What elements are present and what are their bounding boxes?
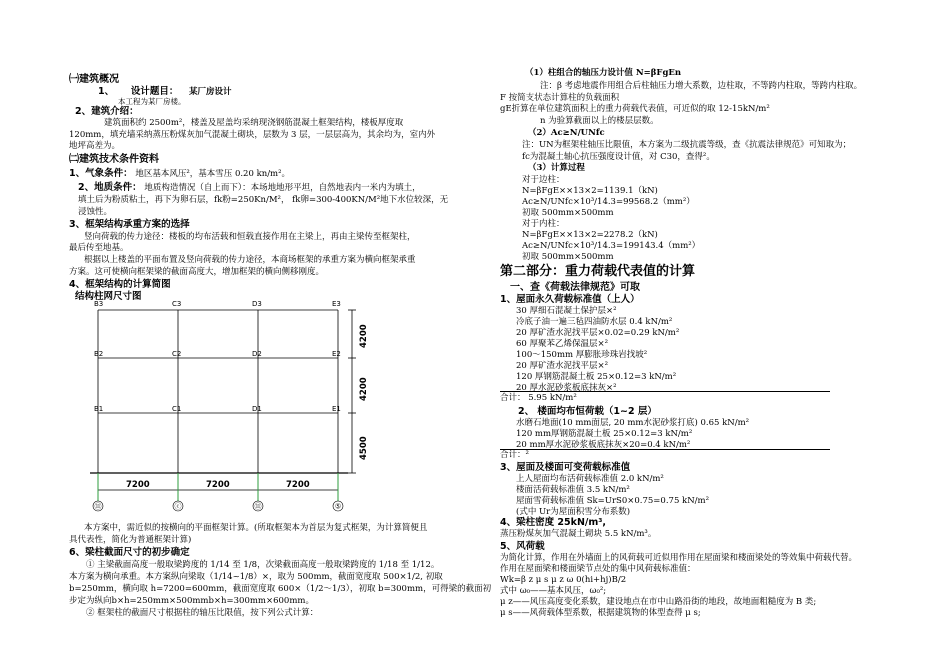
paragraph-line: b=250mm，横向取 h=7200=600mm，截面宽度取 600×（1/2～1/3），初取 b=300mm，可得梁的截面初 — [69, 584, 492, 594]
load-row: 屋面雪荷载标准值 Sk=UrS0×0.75=0.75 kN/m² — [516, 496, 709, 506]
load-row: 20 厚矿渣水泥找平层×² — [516, 361, 609, 371]
node-label: C2 — [172, 350, 182, 358]
wind-formula: Wk=β z μ s μ z ω 0(hi+hj)B/2 — [500, 575, 627, 585]
paragraph-line: 填土后为粉质粘土，再下为卵石层，fk粉=250Kn/M²， fk卵=300-400KN/M²地下水位较深，无 — [78, 195, 449, 205]
section-heading-building-overview: ㈠建筑概况 — [69, 74, 119, 85]
node-label: C3 — [172, 300, 182, 308]
paragraph-line: 步定为纵向b×h=250mm×500mmb×h=300mm×600mm。 — [69, 596, 314, 606]
paragraph-line: fc为混凝土轴心抗压强度设计值，对 C30，查得²。 — [522, 152, 715, 162]
paragraph-line: 本方案为横向承重。本方案纵向梁取（1/14~1/8）×，取为 500mm，截面宽度取 500×1/2, 初取 — [69, 572, 443, 582]
column-grid-diagram — [80, 298, 400, 518]
node-label: E3 — [332, 300, 341, 308]
design-note: 本工程为某厂房楼。 — [118, 97, 186, 106]
paragraph-line: 120mm，填充墙采纳蒸压粉煤灰加气混凝土砌块，层数为 3 层，一层层高为，其余均为，室内外 — [69, 130, 436, 140]
density-heading: 4、梁柱密度 25kN/m³, — [500, 517, 607, 528]
section-area-heading: （2）Ac≥N/UNfc — [528, 128, 605, 138]
weather-label: 1、气象条件： — [69, 168, 133, 179]
calc-line: 对于边柱： — [522, 175, 565, 185]
design-title-label: 设计题目： — [130, 86, 179, 97]
load-row: 水磨石地面(10 mm面层, 20 mm水泥砂浆打底) 0.65 kN/m² — [516, 418, 750, 428]
paragraph-line: 地坪高差为。 — [69, 141, 121, 151]
load-row: 20 厚水泥砂浆板底抹灰×² — [516, 383, 617, 393]
load-row: 30 厚细石混凝土保护层×² — [516, 306, 617, 316]
building-intro-heading: 2、建筑介绍： — [75, 106, 139, 117]
calc-line: 对于内柱： — [522, 219, 565, 229]
geology-value: 地质构造情况（自上而下）：本场地地形平坦，自然地表内一米内为填土， — [144, 183, 421, 193]
paragraph-line: 方案。这可使横向框架梁的截面高度大，增加框架的横向侧移刚度。 — [69, 267, 325, 277]
paragraph-line: 蒸压粉煤灰加气混凝土砌块 5.5 kN/m³。 — [500, 529, 657, 539]
node-label: B3 — [94, 300, 104, 308]
span-dimension: 7200 — [126, 480, 150, 490]
span-dimension: 7200 — [206, 480, 230, 490]
load-row: 上人屋面均布活荷载标准值 2.0 kN/m² — [516, 474, 664, 484]
storey-dimension: 4200 — [359, 324, 369, 348]
paragraph-line: 式中 ω₀——基本风压，ω₀²; — [500, 586, 607, 596]
load-row: 120 mm厚钢筋混凝土板 25×0.12=3 kN/m² — [516, 429, 693, 439]
node-label: D3 — [252, 300, 262, 308]
storey-dimension: 4200 — [359, 377, 369, 401]
floor-dead-load-total: 合计：² — [500, 450, 529, 460]
load-row: 楼面活荷载标准值 3.5 kN/m² — [516, 485, 630, 495]
calc-line: N=βFgE××13×2=1139.1（kN) — [522, 186, 658, 196]
paragraph-line: 注：UN为框架柱轴压比限值，本方案为二级抗震等级，查《抗震法律规范》可知取为； — [522, 140, 852, 150]
paragraph-line: μ z——风压高度变化系数，建设地点在市中山路沿街的地段，故地面粗糙度为 B 类; — [500, 597, 817, 607]
axial-force-heading: （1）柱组合的轴压力设计值 N=βFgEn — [525, 68, 682, 78]
node-label: D2 — [252, 350, 262, 358]
span-dimension: 7200 — [286, 480, 310, 490]
paragraph-line: 注：β 考虑地震作用组合后柱轴压力增大系数，边柱取，不等跨内柱取，等跨内柱取。 — [540, 81, 863, 91]
load-row: 60 厚聚苯乙烯保温层×² — [516, 339, 609, 349]
section-heading-calc-diagram: 4、框架结构的计算简图 — [69, 279, 171, 290]
axis-marker: ⑤ — [334, 502, 342, 511]
paragraph-line: ② 框架柱的截面尺寸根据柱的轴压比限值，按下列公式计算： — [86, 608, 319, 618]
paragraph-line: 最后传至地基。 — [69, 243, 129, 253]
live-load-heading: 3、屋面及楼面可变荷载标准值 — [500, 462, 631, 473]
divider — [500, 449, 830, 450]
paragraph-line: 浸蚀性。 — [78, 207, 113, 217]
node-label: B2 — [94, 350, 104, 358]
node-label: B1 — [94, 405, 104, 413]
calc-line: 初取 500mm×500mm — [522, 208, 614, 218]
load-row: 20 mm厚水泥砂浆板底抹灰×20=0.4 kN/m² — [516, 440, 691, 450]
paragraph-line: n 为验算截面以上的楼层层数。 — [540, 116, 659, 126]
paragraph-line: 作用在屋面梁和楼面梁节点处的集中风荷载标准值： — [500, 564, 696, 574]
section-heading-load-scheme: 3、框架结构承重方案的选择 — [69, 219, 190, 230]
calc-line: Ac≥N/UNfc×10³/14.3=199143.4（mm²） — [522, 241, 701, 251]
node-label: E2 — [332, 350, 341, 358]
section-heading-section-sizes: 6、梁柱截面尺寸的初步确定 — [69, 547, 190, 558]
weather-conditions — [69, 168, 290, 180]
calc-line: 初取 500mm×500mm — [522, 252, 614, 262]
paragraph-line: 为简化计算，作用在外墙面上的风荷载可近似用作用在屋面梁和楼面梁处的等效集中荷载代替。 — [500, 553, 858, 563]
grid-diagram-title: 结构柱网尺寸图 — [75, 291, 142, 302]
section-heading-technical-conditions: ㈡建筑技术条件资料 — [69, 154, 159, 165]
item-number: 1、 — [98, 86, 115, 97]
paragraph-line: gE折算在单位建筑面积上的重力荷载代表值，可近似的取 12-15kN/m² — [500, 104, 770, 114]
paragraph-line: μ s——风荷载体型系数，根据建筑物的体型查得 μ s; — [500, 608, 701, 618]
axis-marker: ⑪ — [254, 502, 262, 511]
part-two-title: 第二部分：重力荷载代表值的计算 — [500, 264, 696, 279]
design-title-value: 某厂房设计 — [189, 87, 232, 97]
load-row: 100～150mm 厚膨胀珍珠岩找坡² — [516, 350, 648, 360]
wind-load-heading: 5、风荷载 — [500, 541, 545, 552]
floor-dead-load-heading: 2、 楼面均布恒荷载（1~2 层） — [518, 406, 657, 417]
divider — [500, 391, 830, 392]
node-label: E1 — [332, 405, 341, 413]
geology-conditions — [78, 182, 421, 194]
axis-marker: ⓒ — [174, 502, 182, 511]
roof-dead-load-heading: 1、屋面永久荷载标准值（上人） — [500, 294, 640, 305]
load-row: 冷底子油一遍三毡四油防水层 0.4 kN/m² — [516, 317, 673, 327]
paragraph-line: 具代表性，简化为普通框架计算) — [69, 535, 192, 545]
paragraph-line: 竖向荷载的传力途径：楼板的均布活载和恒载直接作用在主梁上，再由主梁传至框架柱， — [84, 232, 416, 242]
node-label: D1 — [252, 405, 262, 413]
paragraph-line: ① 主梁截面高度一般取梁跨度的 1/14 至 1/8，次梁截面高度一般取梁跨度的 1/18 至 1/12。 — [86, 560, 440, 570]
storey-dimension: 4500 — [359, 436, 369, 460]
calc-line: N=βFgE××13×2=2278.2（kN) — [522, 230, 658, 240]
paragraph-line: 本方案中，需近似的按横向的平面框架计算。(所取框架本为首层为复式框架，为计算简便且 — [84, 523, 428, 533]
paragraph-line: 建筑面积约 2500m²，楼盖及屋盖均采纳现浇钢筋混凝土框架结构，楼板厚度取 — [104, 118, 404, 128]
calc-line: Ac≥N/UNfc×10³/14.3=99568.2（mm²） — [522, 197, 695, 207]
node-label: C1 — [172, 405, 182, 413]
load-row: 20 厚矿渣水泥找平层×0.02=0.29 kN/m² — [516, 328, 680, 338]
roof-dead-load-total: 合计： 5.95 kN/m² — [500, 393, 577, 403]
axis-marker: ⑪ — [94, 502, 102, 511]
load-code-subtitle: 一、查《荷载法律规范》可取 — [510, 282, 640, 293]
paragraph-line: 根据以上楼盖的平面布置及竖向荷载的传力途径，本商场框架的承重方案为横向框架承重 — [84, 255, 416, 265]
load-row: 120 厚钢筋混凝土板 25×0.12=3 kN/m² — [516, 372, 677, 382]
calc-process-heading: （3）计算过程 — [528, 163, 585, 173]
geology-label: 2、地质条件： — [78, 182, 142, 193]
paragraph-line: F 按简支状态计算柱的负载面积 — [500, 93, 620, 103]
weather-value: 地区基本风压²，基本雪压 0.20 kn/m²。 — [135, 169, 291, 179]
load-row: (式中 Ur为屋面积雪分布系数) — [516, 507, 631, 517]
